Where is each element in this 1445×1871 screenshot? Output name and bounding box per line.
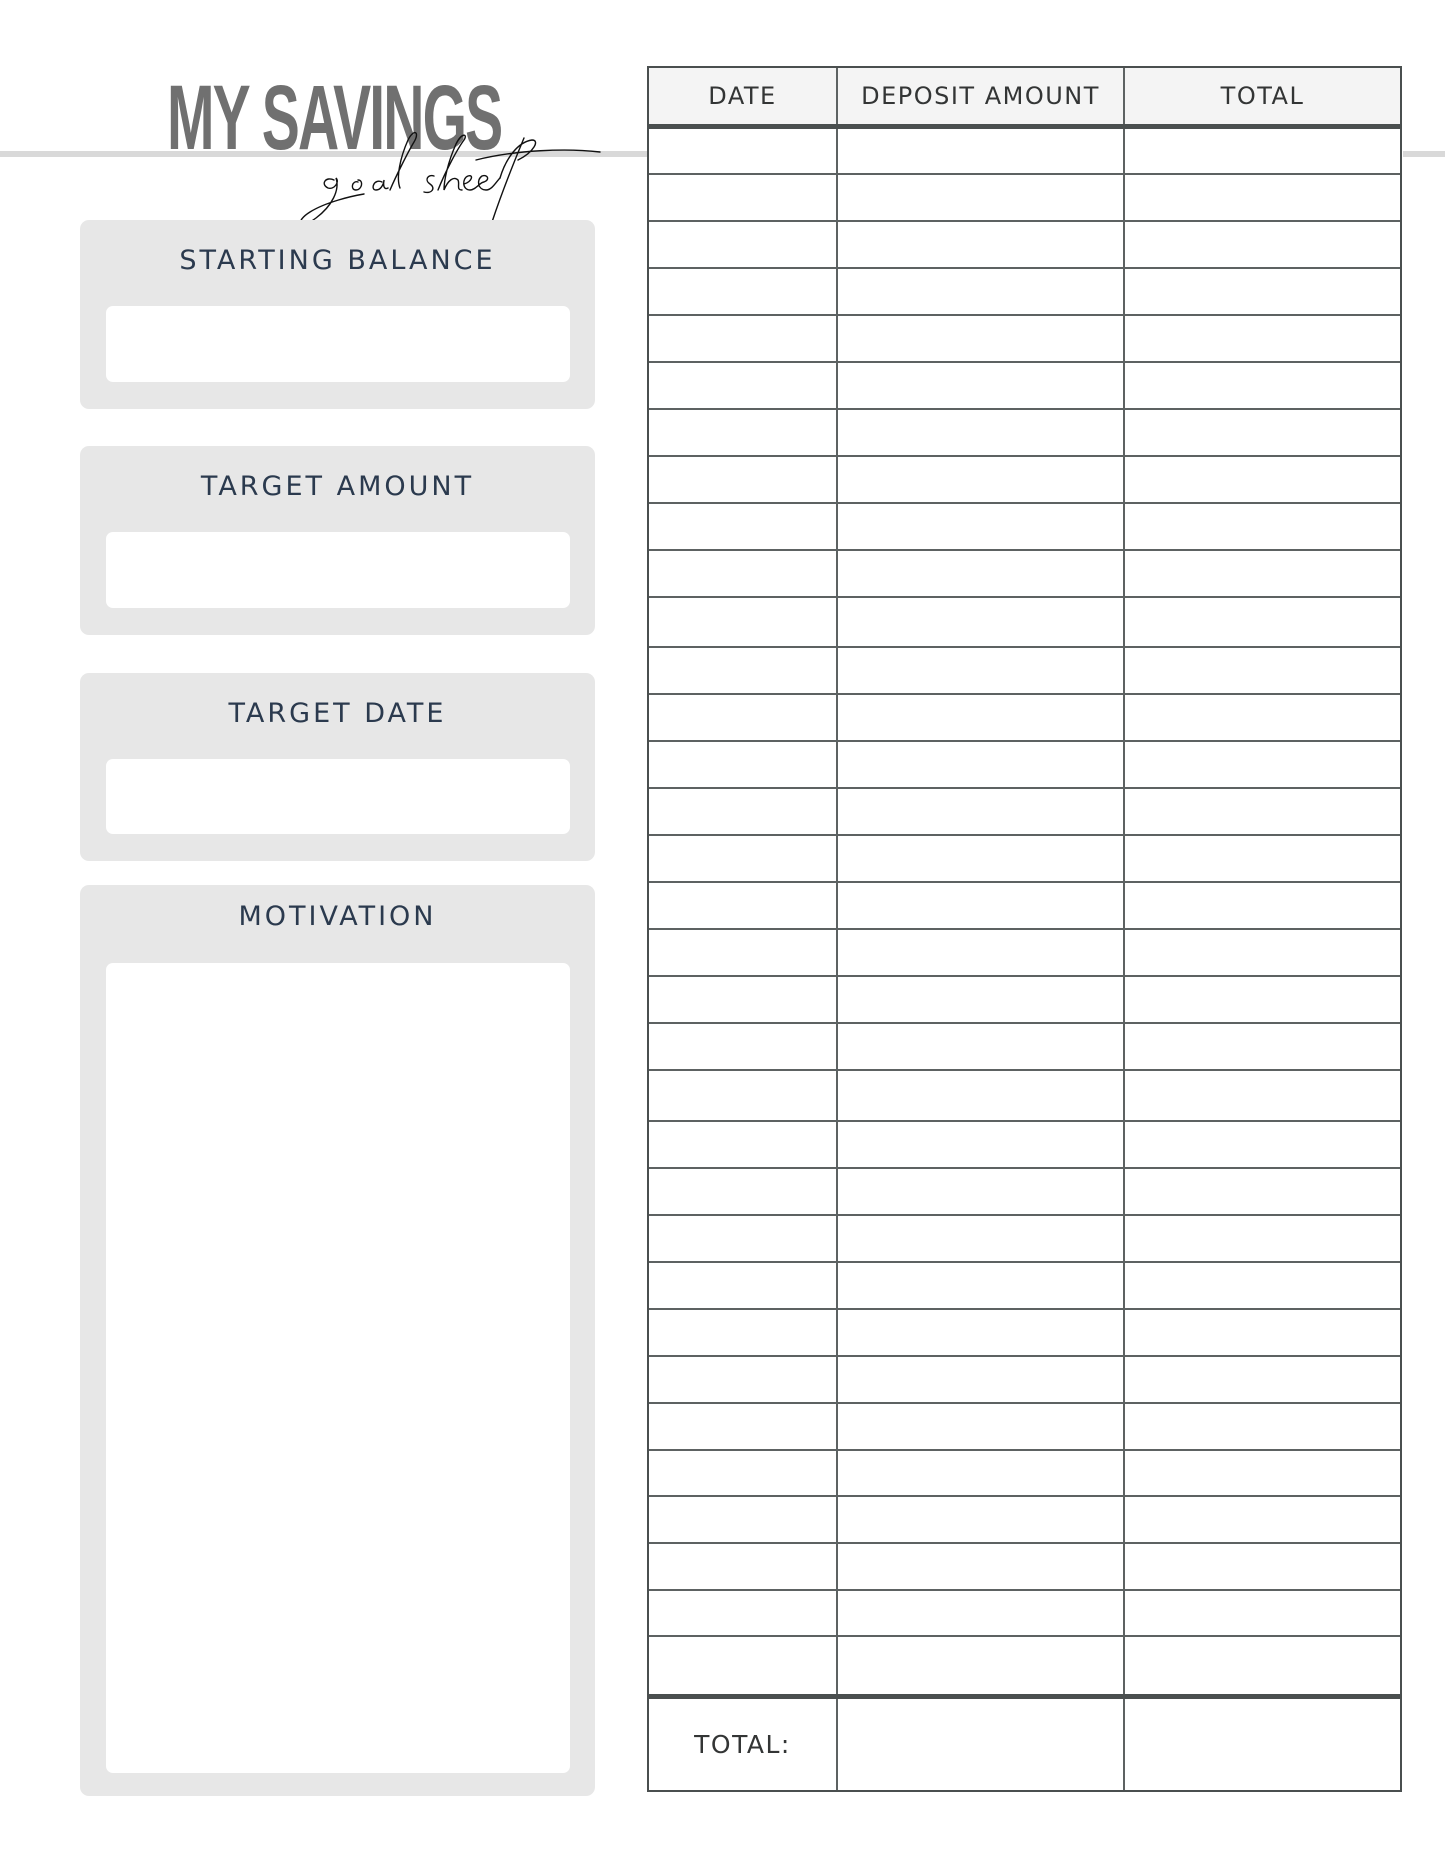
table-row bbox=[649, 1404, 1400, 1451]
column-header-total-text: TOTAL bbox=[1220, 82, 1305, 110]
cell-date[interactable] bbox=[649, 551, 838, 596]
cell-total[interactable] bbox=[1125, 1451, 1400, 1495]
cell-date[interactable] bbox=[649, 222, 838, 267]
table-row bbox=[649, 977, 1400, 1024]
table-row bbox=[649, 1637, 1400, 1699]
cell-deposit-amount[interactable] bbox=[838, 695, 1125, 740]
table-row bbox=[649, 598, 1400, 648]
table-row bbox=[649, 789, 1400, 836]
cell-total[interactable] bbox=[1125, 695, 1400, 740]
cell-total[interactable] bbox=[1125, 222, 1400, 267]
card-label-target-date: TARGET DATE bbox=[228, 698, 447, 729]
column-header-deposit-amount-text: DEPOSIT AMOUNT bbox=[861, 82, 1100, 110]
table-row bbox=[649, 269, 1400, 316]
target-date-field[interactable] bbox=[106, 759, 570, 834]
cell-deposit-amount[interactable] bbox=[838, 977, 1125, 1022]
cell-deposit-amount[interactable] bbox=[838, 1637, 1125, 1694]
cell-deposit-amount[interactable] bbox=[838, 1404, 1125, 1449]
cell-date[interactable] bbox=[649, 269, 838, 314]
cell-date[interactable] bbox=[649, 977, 838, 1022]
card-target-date bbox=[80, 673, 595, 861]
footer-deposit-total-cell[interactable] bbox=[838, 1699, 1125, 1790]
footer-total-label-cell bbox=[649, 1699, 838, 1790]
column-header-date bbox=[649, 68, 838, 124]
table-row bbox=[649, 883, 1400, 930]
table-row bbox=[649, 1544, 1400, 1591]
cell-deposit-amount[interactable] bbox=[838, 930, 1125, 975]
card-label-starting-balance: STARTING BALANCE bbox=[179, 245, 496, 276]
cell-total[interactable] bbox=[1125, 1071, 1400, 1120]
table-row bbox=[649, 551, 1400, 598]
cell-total[interactable] bbox=[1125, 977, 1400, 1022]
footer-total-label: TOTAL: bbox=[694, 1730, 791, 1759]
cell-deposit-amount[interactable] bbox=[838, 742, 1125, 787]
page-title bbox=[167, 67, 502, 169]
cell-total[interactable] bbox=[1125, 1216, 1400, 1261]
table-row bbox=[649, 129, 1400, 175]
column-header-date-text: DATE bbox=[708, 82, 777, 110]
cell-deposit-amount[interactable] bbox=[838, 648, 1125, 693]
cell-date[interactable] bbox=[649, 1544, 838, 1589]
cell-total[interactable] bbox=[1125, 930, 1400, 975]
cell-total[interactable] bbox=[1125, 129, 1400, 173]
cell-date[interactable] bbox=[649, 695, 838, 740]
cell-total[interactable] bbox=[1125, 504, 1400, 549]
card-starting-balance bbox=[80, 220, 595, 409]
cell-total[interactable] bbox=[1125, 742, 1400, 787]
cell-total[interactable] bbox=[1125, 883, 1400, 928]
table-row bbox=[649, 1071, 1400, 1122]
table-row bbox=[649, 1169, 1400, 1216]
cell-deposit-amount[interactable] bbox=[838, 1071, 1125, 1120]
cell-date[interactable] bbox=[649, 1216, 838, 1261]
cell-date[interactable] bbox=[649, 598, 838, 646]
cell-deposit-amount[interactable] bbox=[838, 1263, 1125, 1308]
cell-deposit-amount[interactable] bbox=[838, 551, 1125, 596]
card-motivation bbox=[80, 885, 595, 1796]
cell-deposit-amount[interactable] bbox=[838, 1122, 1125, 1167]
table-row bbox=[649, 742, 1400, 789]
cell-date[interactable] bbox=[649, 789, 838, 834]
table-row bbox=[649, 410, 1400, 457]
header-rule-right bbox=[1403, 151, 1445, 157]
cell-total[interactable] bbox=[1125, 648, 1400, 693]
cell-date[interactable] bbox=[649, 1637, 838, 1694]
cell-deposit-amount[interactable] bbox=[838, 222, 1125, 267]
cell-date[interactable] bbox=[649, 742, 838, 787]
cell-deposit-amount[interactable] bbox=[838, 457, 1125, 502]
cell-date[interactable] bbox=[649, 175, 838, 220]
cell-total[interactable] bbox=[1125, 316, 1400, 361]
table-footer-row bbox=[649, 1699, 1400, 1790]
cell-total[interactable] bbox=[1125, 551, 1400, 596]
table-row bbox=[649, 1310, 1400, 1357]
cell-deposit-amount[interactable] bbox=[838, 789, 1125, 834]
cell-total[interactable] bbox=[1125, 1122, 1400, 1167]
cell-deposit-amount[interactable] bbox=[838, 129, 1125, 173]
table-row bbox=[649, 1591, 1400, 1637]
page-title-text: MY SAVINGS bbox=[167, 67, 502, 169]
cell-total[interactable] bbox=[1125, 1497, 1400, 1542]
cell-total[interactable] bbox=[1125, 1544, 1400, 1589]
cell-date[interactable] bbox=[649, 504, 838, 549]
cell-total[interactable] bbox=[1125, 457, 1400, 502]
footer-grand-total-cell[interactable] bbox=[1125, 1699, 1400, 1790]
cell-deposit-amount[interactable] bbox=[838, 883, 1125, 928]
cell-deposit-amount[interactable] bbox=[838, 1544, 1125, 1589]
cell-date[interactable] bbox=[649, 410, 838, 455]
cell-date[interactable] bbox=[649, 648, 838, 693]
cell-date[interactable] bbox=[649, 1169, 838, 1214]
savings-log-table bbox=[647, 66, 1402, 1792]
cell-date[interactable] bbox=[649, 1122, 838, 1167]
cell-deposit-amount[interactable] bbox=[838, 1451, 1125, 1495]
cell-deposit-amount[interactable] bbox=[838, 598, 1125, 646]
cell-deposit-amount[interactable] bbox=[838, 836, 1125, 881]
cell-date[interactable] bbox=[649, 316, 838, 361]
cell-total[interactable] bbox=[1125, 363, 1400, 408]
cell-date[interactable] bbox=[649, 1024, 838, 1069]
cell-total[interactable] bbox=[1125, 175, 1400, 220]
cell-deposit-amount[interactable] bbox=[838, 504, 1125, 549]
card-label-target-amount: TARGET AMOUNT bbox=[200, 471, 475, 502]
card-label-motivation: MOTIVATION bbox=[238, 901, 437, 932]
target-amount-field[interactable] bbox=[106, 532, 570, 608]
cell-deposit-amount[interactable] bbox=[838, 1216, 1125, 1261]
cell-date[interactable] bbox=[649, 930, 838, 975]
cell-deposit-amount[interactable] bbox=[838, 1310, 1125, 1355]
table-body bbox=[649, 129, 1400, 1699]
table-row bbox=[649, 1216, 1400, 1263]
cell-total[interactable] bbox=[1125, 410, 1400, 455]
cell-total[interactable] bbox=[1125, 1169, 1400, 1214]
cell-total[interactable] bbox=[1125, 1357, 1400, 1402]
table-row bbox=[649, 1497, 1400, 1544]
cell-date[interactable] bbox=[649, 457, 838, 502]
table-row bbox=[649, 1451, 1400, 1497]
table-row bbox=[649, 1122, 1400, 1169]
cell-total[interactable] bbox=[1125, 1404, 1400, 1449]
table-row bbox=[649, 504, 1400, 551]
table-row bbox=[649, 695, 1400, 742]
starting-balance-field[interactable] bbox=[106, 306, 570, 382]
cell-deposit-amount[interactable] bbox=[838, 1024, 1125, 1069]
cell-deposit-amount[interactable] bbox=[838, 269, 1125, 314]
table-row bbox=[649, 836, 1400, 883]
cell-total[interactable] bbox=[1125, 836, 1400, 881]
cell-date[interactable] bbox=[649, 1497, 838, 1542]
cell-date[interactable] bbox=[649, 363, 838, 408]
table-row bbox=[649, 222, 1400, 269]
cell-total[interactable] bbox=[1125, 1310, 1400, 1355]
cell-deposit-amount[interactable] bbox=[838, 1169, 1125, 1214]
cell-deposit-amount[interactable] bbox=[838, 316, 1125, 361]
cell-date[interactable] bbox=[649, 1310, 838, 1355]
table-header-row bbox=[649, 68, 1400, 129]
cell-date[interactable] bbox=[649, 836, 838, 881]
table-row bbox=[649, 363, 1400, 410]
table-row bbox=[649, 1263, 1400, 1310]
table-row bbox=[649, 930, 1400, 977]
cell-total[interactable] bbox=[1125, 789, 1400, 834]
table-row bbox=[649, 1357, 1400, 1404]
cell-total[interactable] bbox=[1125, 1263, 1400, 1308]
cell-date[interactable] bbox=[649, 883, 838, 928]
table-row bbox=[649, 1024, 1400, 1071]
cell-date[interactable] bbox=[649, 1357, 838, 1402]
cell-deposit-amount[interactable] bbox=[838, 363, 1125, 408]
card-target-amount bbox=[80, 446, 595, 635]
column-header-total bbox=[1125, 68, 1400, 124]
cell-deposit-amount[interactable] bbox=[838, 175, 1125, 220]
cell-deposit-amount[interactable] bbox=[838, 410, 1125, 455]
table-row bbox=[649, 457, 1400, 504]
cell-total[interactable] bbox=[1125, 1637, 1400, 1694]
cell-date[interactable] bbox=[649, 1591, 838, 1635]
cell-date[interactable] bbox=[649, 1404, 838, 1449]
cell-total[interactable] bbox=[1125, 1591, 1400, 1635]
cell-total[interactable] bbox=[1125, 269, 1400, 314]
cell-deposit-amount[interactable] bbox=[838, 1357, 1125, 1402]
cell-total[interactable] bbox=[1125, 1024, 1400, 1069]
table-row bbox=[649, 648, 1400, 695]
cell-date[interactable] bbox=[649, 1071, 838, 1120]
table-row bbox=[649, 175, 1400, 222]
cell-deposit-amount[interactable] bbox=[838, 1591, 1125, 1635]
cell-date[interactable] bbox=[649, 1451, 838, 1495]
cell-total[interactable] bbox=[1125, 598, 1400, 646]
table-row bbox=[649, 316, 1400, 363]
cell-deposit-amount[interactable] bbox=[838, 1497, 1125, 1542]
cell-date[interactable] bbox=[649, 129, 838, 173]
column-header-deposit-amount bbox=[838, 68, 1125, 124]
cell-date[interactable] bbox=[649, 1263, 838, 1308]
motivation-textarea[interactable] bbox=[106, 963, 570, 1773]
